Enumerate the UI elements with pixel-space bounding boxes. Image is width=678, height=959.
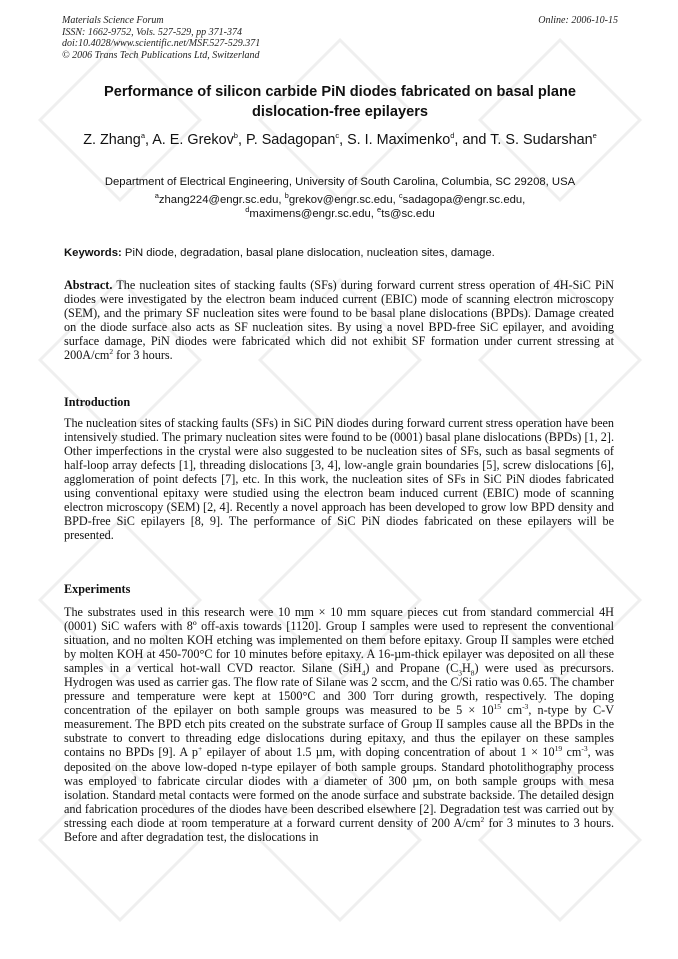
email-link[interactable]: maximens@engr.sc.edu, — [249, 208, 374, 220]
keywords-text: PiN diode, degradation, basal plane dislocation, nucleation sites, damage. — [124, 247, 495, 259]
author-list: Z. Zhang$^a$, A. E. Grekov$^b$, P. Sadagopan$^c$, S. I. Maximenko$^d$, and T. S. Sudarshan$^e$ — [83, 131, 597, 148]
journal-header — [62, 15, 618, 61]
author-affil-mark: e — [592, 131, 597, 141]
author-affil-mark: b — [233, 131, 238, 141]
author-name: Z. Zhang — [83, 132, 141, 148]
experiments-text: The substrates used in this research were 10 mm × 10 mm square pieces cut from standard commercial 4H (0001) SiC wafers with 8º off-axis towards [1120]. Group I samples were used to represent the conventional situation, and no molten KOH etching was implemented on them before epitaxy. Group II samples were etched by molten KOH at 450-700°C for 10 minutes before epitaxy. A 16-µm-thick epilayer was deposited on all these samples in a vertical hot-wall CVD reactor. Silane (SiH$_4$) and Propane $(C_3H_8)$ were used as precursors. Hydrogen was used as carrier gas. The flow rate of Silane was 2 sccm, and the C/Si ratio was 0.65. The chamber pressure and temperature were kept at 1500°C and 300 Torr during growth, respectively. The doping concentration of the epilayer on both sample groups was measured to be $5 \times 10^{15}$ $cm^{-3}$, n-type by C-V measurement. The BPD etch pits created on the substrate surface of Group II samples cause all the BPDs in the substrate to convert to threading edge dislocations during epitaxy, and thus the epilayer on these samples contains no BPDs [9]. A p+ epilayer of about 1.5 µm, with doping concentration of about $1 \times 10^{19}$ $cm^{-3}$, was deposited on the above low-doped n-type epilayer of both sample groups. Standard photolithography process was employed to fabricate circular diodes with a diameter of 300 µm, on both sample groups with mesa isolation. Standard metal contacts were formed on the anode surface and substrate backside. The detailed design and fabrication procedures of the diodes have been described elsewhere [2]. Degradation test was carried out by stressing each diode at room temperature at a forward current density of 200 $A/cm^2$ for 3 minutes to 3 hours. Before and after degradation test, the dislocations in — [64, 605, 615, 844]
section-heading-introduction: Introduction — [64, 395, 131, 409]
author-affil-mark: d — [450, 131, 455, 141]
email-link[interactable]: sadagopa@engr.sc.edu, — [402, 194, 526, 206]
introduction-text: The nucleation sites of stacking faults (SFs) in SiC PiN diodes during forward current stress operation have been intensively studied. The primary nucleation sites were found to be (0001) basal plane dislocations (BPDs) [1, 2]. Other imperfections in the crystal were also suggested to be nucleation sites of SFs, such as basal segments of half-loop array defects [1], threading dislocations [3, 4], low-angle grain boundaries [5], screw dislocations [6], agglomeration of point defects [7], etc. In this work, the nucleation sites of SFs in SiC PiN diodes fabricated using conventional epitaxy were studied using the electron beam induced current (EBIC) mode of scanning electron microscopy (SEM) [2, 4]. Recently a novel approach has been developed to grow low BPD density and BPD-free SiC epilayers [8, 9]. The performance of SiC PiN diodes fabricated on these epilayers will be presented. — [64, 416, 615, 543]
author-name: A. E. Grekov — [152, 132, 234, 148]
copyright-line: © 2006 Trans Tech Publications Ltd, Switzerland — [62, 49, 260, 61]
paper-title: Performance of silicon carbide PiN diodes fabricated on basal plane dislocation-free epilayers — [104, 84, 576, 120]
issn-line: ISSN: 1662-9752, Vols. 527-529, pp 371-374 — [62, 26, 242, 38]
author-affil-mark: c — [335, 131, 340, 141]
online-date: Online: 2006-10-15 — [538, 15, 618, 26]
abstract: Abstract. The nucleation sites of stacking faults (SFs) during forward current stress operation of 4H-SiC PiN diodes were investigated by the electron beam induced current (EBIC) mode of scanning electron microscopy (SEM), and the primary SF nucleation sites were found to be basal plane dislocations (BPDs). Damage created on the diode surface also acts as SF nucleation sites. By using a novel BPD-free SiC epilayer, and avoiding surface damage, PiN diodes were fabricated which did not exhibit SF formation under current stressing at $200A/cm^2$ for 3 hours. — [64, 278, 615, 363]
abstract-text: The nucleation sites of stacking faults (SFs) during forward current stress operation of 4H-SiC PiN diodes were investigated by the electron beam induced current (EBIC) mode of scanning electron microscopy (SEM), and the primary SF nucleation sites were found to be basal plane dislocations (BPDs). Damage created on the diode surface also acts as SF nucleation sites. By using a novel BPD-free SiC epilayer, and avoiding surface damage, PiN diodes were fabricated which did not exhibit SF formation under current stressing at 200A/cm — [64, 278, 615, 363]
email-link[interactable]: zhang224@engr.sc.edu, — [158, 194, 282, 206]
email-link[interactable]: ts@sc.edu — [381, 208, 435, 220]
doi-line: doi:10.4028/www.scientific.net/MSF.527-529.371 — [62, 38, 261, 49]
section-heading-experiments: Experiments — [64, 582, 131, 596]
author-name: S. I. Maximenko — [347, 132, 451, 148]
author-emails: $^a$zhang224@engr.sc.edu, $^b$grekov@engr.sc.edu, $^c$sadagopa@engr.sc.edu, $^d$maximens@engr.sc.edu, $^e$ts@sc.edu — [154, 191, 526, 220]
journal-name: Materials Science Forum — [62, 15, 164, 26]
abstract-label: Abstract. — [64, 278, 113, 292]
author-name: T. S. Sudarshan — [490, 132, 593, 148]
author-affil-mark: a — [140, 131, 145, 141]
email-link[interactable]: grekov@engr.sc.edu, — [288, 194, 396, 206]
affiliation: Department of Electrical Engineering, University of South Carolina, Columbia, SC 29208, USA — [104, 176, 576, 188]
keywords — [64, 246, 620, 260]
author-name: P. Sadagopan — [245, 132, 336, 148]
keywords-label: Keywords: — [64, 247, 122, 259]
